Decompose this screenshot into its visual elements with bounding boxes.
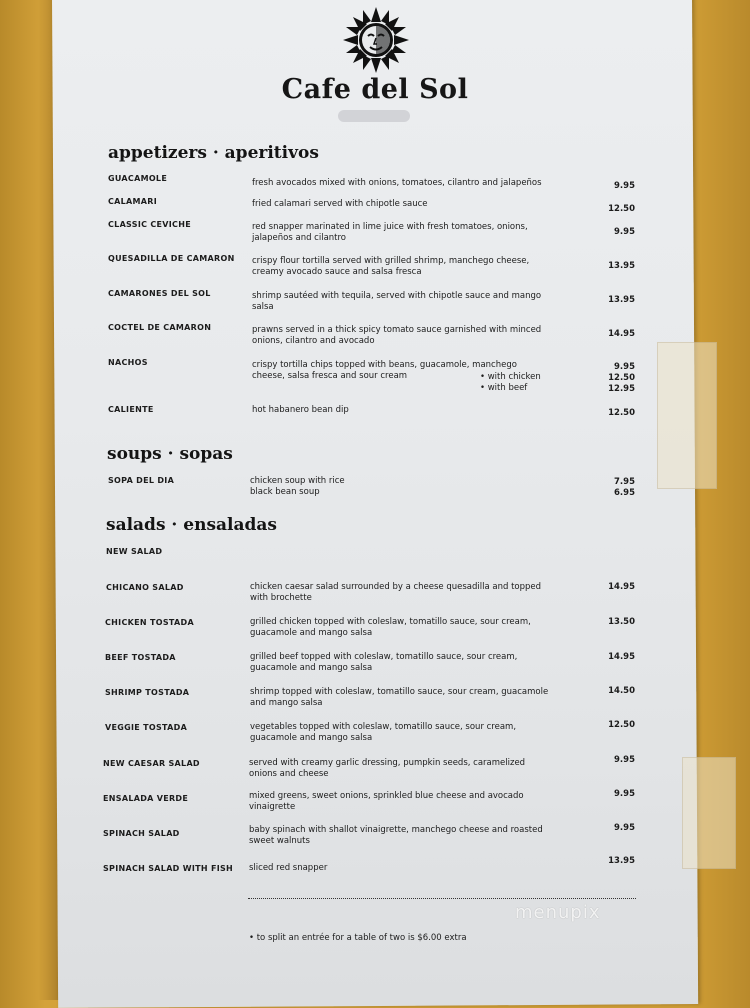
item-desc-line: grilled chicken topped with coleslaw, tomatillo sauce, sour cream, <box>250 617 531 627</box>
item-price-sopa-chicken: 7.95 <box>614 477 635 487</box>
item-name-caesar: NEW CAESAR SALAD <box>103 759 200 768</box>
item-name-sopa: SOPA DEL DIA <box>108 476 175 485</box>
item-desc-line: jalapeños and cilantro <box>252 233 347 243</box>
item-desc-line: vegetables topped with coleslaw, tomatillo sauce, sour cream, <box>250 722 517 732</box>
item-name-spinach-fish: SPINACH SALAD WITH FISH <box>103 864 234 873</box>
item-price-chicken-tostada: 13.50 <box>608 617 635 627</box>
item-desc-quesadilla <box>252 256 582 278</box>
item-price-nachos-chicken: 12.50 <box>608 373 635 383</box>
item-name-chicken-tostada: CHICKEN TOSTADA <box>105 618 194 627</box>
item-desc-line: black bean soup <box>250 487 320 497</box>
item-desc-sopa <box>250 476 580 498</box>
item-price-sopa-bean: 6.95 <box>614 488 635 498</box>
item-desc-chicken-tostada <box>250 617 580 639</box>
footer-note: • to split an entrée for a table of two is $6.00 extra <box>249 933 467 943</box>
item-price-verde: 9.95 <box>614 789 635 799</box>
item-name-spinach: SPINACH SALAD <box>103 829 180 838</box>
item-name-nachos: NACHOS <box>108 358 148 367</box>
item-price-shrimp-tostada: 14.50 <box>608 686 635 696</box>
item-desc-line: vinaigrette <box>249 802 296 812</box>
item-desc-veggie-tostada <box>250 722 580 744</box>
item-desc-line: prawns served in a thick spicy tomato sauce garnished with minced <box>252 325 542 335</box>
item-desc-spinach-fish: sliced red snapper <box>249 863 328 873</box>
item-desc-coctel <box>252 325 582 347</box>
item-name-quesadilla: QUESADILLA DE CAMARON <box>108 254 235 263</box>
item-desc-line: guacamole and mango salsa <box>250 663 373 673</box>
item-price-caesar: 9.95 <box>614 755 635 765</box>
item-desc-camarones <box>252 291 582 313</box>
item-price-camarones: 13.95 <box>608 295 635 305</box>
item-name-chicano: CHICANO SALAD <box>106 583 184 592</box>
item-desc-chicano <box>250 582 580 604</box>
item-desc-line: crispy tortilla chips topped with beans, guacamole, manchego <box>252 360 517 370</box>
divider <box>248 898 636 899</box>
watermark-logo: menupix <box>515 902 601 923</box>
item-desc-line: shrimp sautéed with tequila, served with chipotle sauce and mango <box>252 291 542 301</box>
item-desc-line: guacamole and mango salsa <box>250 733 373 743</box>
item-desc-calamari: fried calamari served with chipotle sauce <box>252 199 428 209</box>
item-desc-line: baby spinach with shallot vinaigrette, manchego cheese and roasted <box>249 825 543 835</box>
item-price-coctel: 14.95 <box>608 329 635 339</box>
item-name-shrimp-tostada: SHRIMP TOSTADA <box>105 688 190 697</box>
item-desc-guacamole: fresh avocados mixed with onions, tomatoes, cilantro and jalapeños <box>252 178 542 188</box>
item-name-caliente: CALIENTE <box>108 405 154 414</box>
item-name-coctel: COCTEL DE CAMARON <box>108 323 212 332</box>
section-title-salads: salads · ensaladas <box>106 515 277 535</box>
item-price-quesadilla: 13.95 <box>608 261 635 271</box>
item-desc-verde <box>249 791 579 813</box>
item-desc-line: crispy flour tortilla served with grilled shrimp, manchego cheese, <box>252 256 530 266</box>
item-price-caliente: 12.50 <box>608 408 635 418</box>
item-price-ceviche: 9.95 <box>614 227 635 237</box>
item-price-calamari: 12.50 <box>608 204 635 214</box>
item-name-guacamole: GUACAMOLE <box>108 174 168 183</box>
item-price-veggie-tostada: 12.50 <box>608 720 635 730</box>
item-name-new-salad: NEW SALAD <box>106 547 163 556</box>
item-desc-line: onions and cheese <box>249 769 329 779</box>
item-desc-line: salsa <box>252 302 274 312</box>
item-desc-beef-tostada <box>250 652 580 674</box>
section-title-appetizers: appetizers · aperitivos <box>108 143 319 163</box>
item-desc-line: mixed greens, sweet onions, sprinkled blue cheese and avocado <box>249 791 524 801</box>
item-desc-line: cheese, salsa fresca and sour cream <box>252 371 408 381</box>
sun-face-icon <box>340 6 412 74</box>
tape-strip <box>657 342 717 489</box>
item-name-veggie-tostada: VEGGIE TOSTADA <box>105 723 188 732</box>
item-desc-caesar <box>249 758 579 780</box>
item-price-spinach-fish: 13.95 <box>608 856 635 866</box>
item-price-beef-tostada: 14.95 <box>608 652 635 662</box>
item-desc-line: chicken caesar salad surrounded by a cheese quesadilla and topped <box>250 582 542 592</box>
item-name-camarones: CAMARONES DEL SOL <box>108 289 211 298</box>
item-desc-caliente: hot habanero bean dip <box>252 405 349 415</box>
item-desc-ceviche <box>252 222 582 244</box>
item-price-chicano: 14.95 <box>608 582 635 592</box>
item-desc-line: red snapper marinated in lime juice with fresh tomatoes, onions, <box>252 222 528 232</box>
item-name-verde: ENSALADA VERDE <box>103 794 189 803</box>
section-title-soups: soups · sopas <box>107 444 233 464</box>
item-desc-line: with brochette <box>250 593 312 603</box>
item-desc-line: onions, cilantro and avocado <box>252 336 375 346</box>
item-price-spinach: 9.95 <box>614 823 635 833</box>
item-desc-shrimp-tostada <box>250 687 580 709</box>
item-desc-line: guacamole and mango salsa <box>250 628 373 638</box>
nachos-option-chicken: • with chicken <box>480 372 541 382</box>
item-price-nachos-beef: 12.95 <box>608 384 635 394</box>
smudge <box>338 110 410 122</box>
nachos-option-beef: • with beef <box>480 383 528 393</box>
item-desc-line: and mango salsa <box>250 698 323 708</box>
restaurant-name: Cafe del Sol <box>281 74 469 105</box>
item-name-ceviche: CLASSIC CEVICHE <box>108 220 191 229</box>
tape-strip <box>682 757 736 869</box>
item-name-calamari: CALAMARI <box>108 197 158 206</box>
item-price-nachos: 9.95 <box>614 362 635 372</box>
item-desc-line: shrimp topped with coleslaw, tomatillo sauce, sour cream, guacamole <box>250 687 549 697</box>
item-desc-spinach <box>249 825 579 847</box>
item-name-beef-tostada: BEEF TOSTADA <box>105 653 176 662</box>
item-desc-line: grilled beef topped with coleslaw, tomatillo sauce, sour cream, <box>250 652 518 662</box>
item-desc-line: chicken soup with rice <box>250 476 345 486</box>
item-desc-line: creamy avocado sauce and salsa fresca <box>252 267 422 277</box>
item-desc-line: sweet walnuts <box>249 836 310 846</box>
item-price-guacamole: 9.95 <box>614 181 635 191</box>
item-desc-line: served with creamy garlic dressing, pumpkin seeds, caramelized <box>249 758 526 768</box>
